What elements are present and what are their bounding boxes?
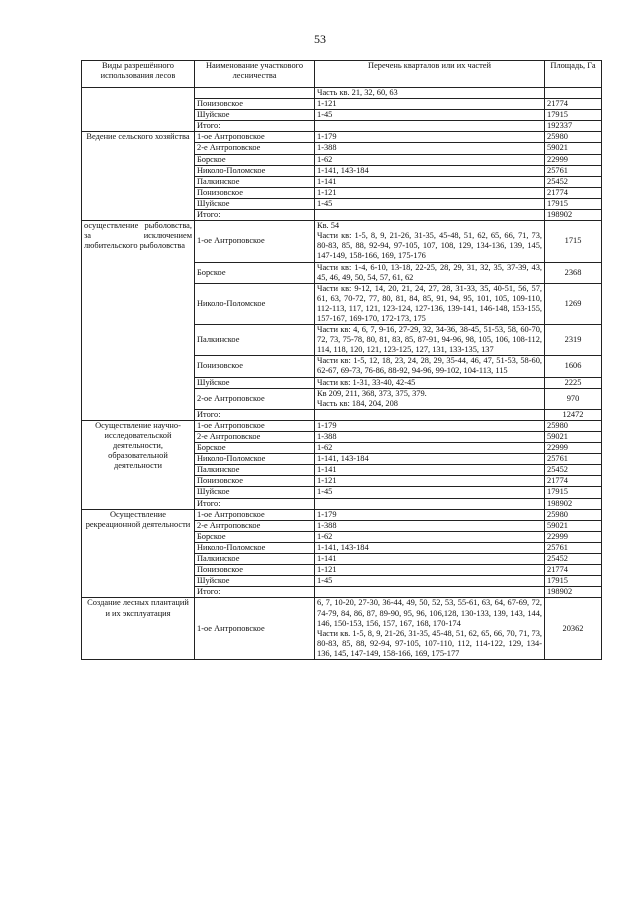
table-row [82,221,602,262]
total-label: Итого: [195,121,315,132]
table-row [82,132,602,143]
blocks-cell: 1-121 [315,565,545,576]
forestry-cell: Палкинское [195,325,315,356]
total-label: Итого: [195,210,315,221]
blocks-cell: 1-179 [315,509,545,520]
forestry-cell: Шуйское [195,198,315,209]
blocks-cell: 1-45 [315,487,545,498]
blocks-cell: 1-179 [315,132,545,143]
forestry-cell: 1-ое Антроповское [195,509,315,520]
blocks-cell: 1-121 [315,476,545,487]
forestry-cell: Шуйское [195,110,315,121]
area-cell: 17915 [545,110,602,121]
area-cell: 25980 [545,420,602,431]
blocks-cell: Части кв: 1-5, 12, 18, 23, 24, 28, 29, 35-44, 46, 47, 51-53, 58-60, 62-67, 69-73, 76-86, 88-92, 94-96, 99-102, 104-113, 115 [315,356,545,377]
table-row [82,88,602,99]
forestry-cell: Шуйское [195,377,315,388]
area-cell: 970 [545,388,602,409]
blocks-cell: 1-45 [315,198,545,209]
forestry-cell: Борское [195,443,315,454]
blocks-line: Часть кв: 184, 204, 208 [317,398,398,408]
forestry-cell: 1-ое Антроповское [195,420,315,431]
forestry-cell [195,88,315,99]
use-agriculture: Ведение сельского хозяйства [82,132,195,221]
table-row [82,598,602,660]
header-use: Виды разрешённого использования лесов [82,61,195,88]
total-area: 192337 [545,121,602,132]
forestry-cell: Палкинское [195,465,315,476]
area-cell: 21774 [545,476,602,487]
blocks-cell: 1-141 [315,176,545,187]
blocks-cell: 1-45 [315,110,545,121]
blocks-cell: Части кв: 1-4, 6-10, 13-18, 22-25, 28, 29, 31, 32, 35, 37-39, 43, 45, 46, 49, 50, 54, 57, 61, 62 [315,262,545,283]
forestry-cell: Борское [195,531,315,542]
area-cell: 17915 [545,198,602,209]
blocks-cell: 1-141 [315,554,545,565]
area-cell [545,88,602,99]
total-label: Итого: [195,498,315,509]
blocks-cell: 1-62 [315,531,545,542]
area-cell: 25761 [545,165,602,176]
area-cell: 2319 [545,325,602,356]
area-cell: 22999 [545,531,602,542]
blocks-cell: 1-179 [315,420,545,431]
table-row [82,509,602,520]
use-recreation: Осуществление рекреационной деятельности [82,509,195,598]
forestry-cell: Николо-Поломское [195,454,315,465]
blocks-cell: 1-121 [315,99,545,110]
area-cell: 25452 [545,176,602,187]
forestry-cell: Понизовское [195,565,315,576]
area-cell: 2225 [545,377,602,388]
forestry-cell: Понизовское [195,187,315,198]
area-cell: 25980 [545,509,602,520]
area-cell: 17915 [545,576,602,587]
forestry-cell: Шуйское [195,576,315,587]
blocks-cell: 1-62 [315,443,545,454]
blocks-cell: 1-141 [315,465,545,476]
forestry-cell: Николо-Поломское [195,165,315,176]
blocks-cell [315,498,545,509]
blocks-cell: 1-62 [315,154,545,165]
forestry-cell: 2-е Антроповское [195,432,315,443]
forestry-cell: 2-е Антроповское [195,520,315,531]
header-forestry: Наименование участкового лесничества [195,61,315,88]
area-cell: 59021 [545,520,602,531]
blocks-cell: 1-141, 143-184 [315,542,545,553]
blocks-line: Части кв: 1-5, 8, 9, 21-26, 31-35, 45-48, 51, 62, 65, 66, 71, 73, 80-83, 85, 88, 92-94, 97-105, 107, 108, 129, 134-136, 139, 145, 147-149, 158-166, 169, 175-176 [317,231,542,261]
blocks-cell [315,598,545,660]
area-cell: 2368 [545,262,602,283]
blocks-cell: 1-121 [315,187,545,198]
area-cell: 22999 [545,154,602,165]
area-cell: 25761 [545,542,602,553]
forestry-cell: 1-ое Антроповское [195,598,315,660]
blocks-cell: Часть кв. 21, 32, 60, 63 [315,88,545,99]
blocks-cell [315,409,545,420]
blocks-cell: Части кв: 4, 6, 7, 9-16, 27-29, 32, 34-36, 38-45, 51-53, 58, 60-70, 72, 73, 75-78, 80, 81, 83, 85, 87-91, 94-96, 98, 105, 106, 108-112, 114, 118, 120, 121, 123-125, 127, 131, 133-135, 137 [315,325,545,356]
blocks-cell [315,587,545,598]
forest-use-table [81,60,602,660]
blocks-cell: Части кв: 1-31, 33-40, 42-45 [315,377,545,388]
area-cell: 25761 [545,454,602,465]
forestry-cell: Николо-Поломское [195,283,315,324]
use-cell-continued [82,88,195,132]
table-row [82,420,602,431]
blocks-cell: 1-141, 143-184 [315,454,545,465]
blocks-cell: 1-388 [315,432,545,443]
forestry-cell: Борское [195,154,315,165]
header-area: Площадь, Га [545,61,602,88]
area-cell: 22999 [545,443,602,454]
area-cell: 21774 [545,187,602,198]
total-area: 198902 [545,587,602,598]
blocks-cell: 1-45 [315,576,545,587]
blocks-cell: Части кв: 9-12, 14, 20, 21, 24, 27, 28, 31-33, 35, 40-51, 56, 57, 61, 63, 70-72, 77, 80, 81, 84, 85, 91, 94, 95, 101, 105, 109-110, 112-113, 117, 121, 123-124, 127-136, 139-141, 146-148, 153-155, 157-167, 169-170, 172-173, 175 [315,283,545,324]
blocks-line: Части кв. 1-5, 8, 9, 21-26, 31-35, 45-48, 51, 62, 65, 66, 70, 71, 73, 80-83, 85, 88, 92-94, 97-105, 107-110, 112, 114-122, 129, 134-136, 145, 147-149, 158-166, 169, 175-177 [317,628,542,658]
area-cell: 25452 [545,554,602,565]
forestry-cell: Понизовское [195,476,315,487]
area-cell: 25980 [545,132,602,143]
blocks-line: Кв 209, 211, 368, 373, 375, 379. [317,388,427,398]
area-cell: 1715 [545,221,602,262]
blocks-line: 6, 7, 10-20, 27-30, 36-44, 49, 50, 52, 53, 55-61, 63, 64, 67-69, 72, 74-79, 84, 86, 87, 89-90, 95, 96, 106,128, 130-133, 139, 143, 144, 146, 150-153, 156, 157, 167, 168, 170-174 [317,598,542,628]
forestry-cell: Палкинское [195,554,315,565]
use-fishing: осуществление рыболовства, за исключением любительского рыболовства [82,221,195,421]
total-area: 198902 [545,210,602,221]
forestry-cell: Борское [195,262,315,283]
blocks-cell: 1-141, 143-184 [315,165,545,176]
total-label: Итого: [195,409,315,420]
blocks-line: Кв. 54 [317,221,340,231]
area-cell: 59021 [545,143,602,154]
blocks-cell [315,210,545,221]
forestry-cell: 1-ое Антроповское [195,221,315,262]
area-cell: 25452 [545,465,602,476]
blocks-cell [315,388,545,409]
area-cell: 21774 [545,99,602,110]
forestry-cell: Николо-Поломское [195,542,315,553]
area-cell: 1606 [545,356,602,377]
area-cell: 17915 [545,487,602,498]
forestry-cell: 1-ое Антроповское [195,132,315,143]
forestry-cell: Палкинское [195,176,315,187]
area-cell: 20362 [545,598,602,660]
forestry-cell: 2-е Антроповское [195,143,315,154]
blocks-cell: 1-388 [315,520,545,531]
header-blocks: Перечень кварталов или их частей [315,61,545,88]
forestry-cell: Понизовское [195,99,315,110]
header-row [82,61,602,88]
forestry-cell: Шуйское [195,487,315,498]
area-cell: 21774 [545,565,602,576]
total-area: 198902 [545,498,602,509]
area-cell: 59021 [545,432,602,443]
area-cell: 1269 [545,283,602,324]
total-label: Итого: [195,587,315,598]
total-area: 12472 [545,409,602,420]
use-plantations: Создание лесных плантаций и их эксплуатация [82,598,195,660]
blocks-cell: 1-388 [315,143,545,154]
blocks-cell [315,221,545,262]
page-number: 53 [314,32,326,46]
blocks-cell [315,121,545,132]
use-research: Осуществление научно-исследовательской деятельности, образовательной деятельности [82,420,195,509]
forestry-cell: 2-ое Антроповское [195,388,315,409]
forestry-cell: Понизовское [195,356,315,377]
